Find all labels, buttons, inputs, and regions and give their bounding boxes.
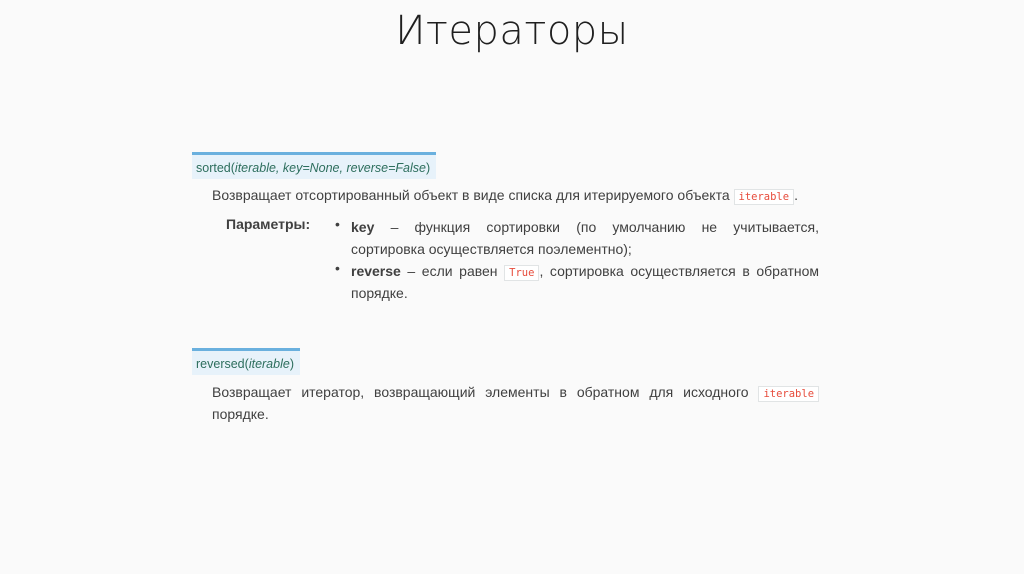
paren-close: ) [289, 357, 294, 371]
param-text: – функция сортировки (по умолчанию не учитывается, [390, 219, 819, 235]
inline-code: True [504, 265, 539, 281]
period: . [794, 187, 798, 203]
sorted-description-text: Возвращает отсортированный объект в виде списка для итерируемого объекта [212, 187, 730, 203]
param-text: – если равен [407, 263, 498, 279]
param-reverse-line1 [351, 260, 819, 284]
param-key-line1 [351, 216, 819, 238]
slide-title: Итераторы [395, 8, 629, 54]
inline-code: iterable [734, 189, 795, 205]
param-key-line2: сортировка осуществляется поэлементно); [351, 241, 632, 257]
paren-close: ) [426, 161, 431, 175]
params-label: Параметры: [226, 216, 311, 232]
function-args: iterable [248, 357, 290, 371]
paren-open: ( [230, 161, 235, 175]
sorted-signature [192, 152, 436, 179]
function-name: sorted [196, 161, 231, 175]
param-name: reverse [351, 263, 401, 279]
function-name: reversed [196, 357, 245, 371]
function-args: iterable, key=None, reverse=False [234, 161, 426, 175]
param-name: key [351, 219, 375, 235]
bullet-marker: • [335, 216, 340, 232]
reversed-description-text: Возвращает итератор, возвращающий элементы в обратном для исходного [212, 384, 749, 400]
param-reverse-line2: порядке. [351, 285, 408, 301]
reversed-description-line1 [212, 381, 819, 405]
reversed-description-line2: порядке. [212, 406, 269, 422]
sorted-description [212, 184, 798, 208]
bullet-marker: • [335, 260, 340, 276]
paren-open: ( [244, 357, 249, 371]
param-text: , сортировка осуществляется в обратном [539, 263, 820, 279]
reversed-signature [192, 348, 300, 375]
inline-code: iterable [758, 386, 819, 402]
